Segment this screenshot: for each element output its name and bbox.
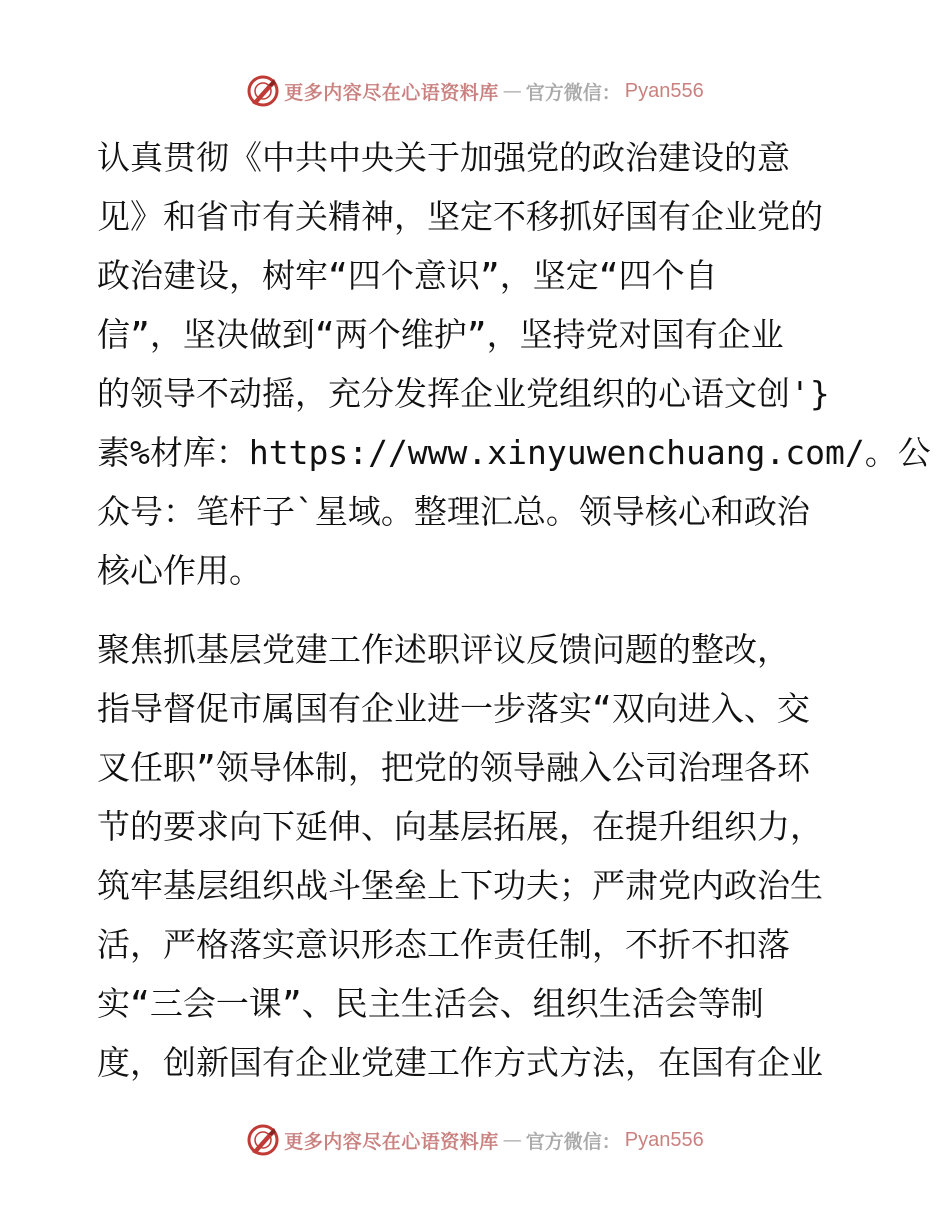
text-line: 节的要求向下延伸、向基层拓展，在提升组织力， — [97, 807, 823, 846]
pen-logo-icon — [246, 1123, 280, 1157]
text-line: 叉任职”领导体制，把党的领导融入公司治理各环 — [97, 748, 810, 787]
header-watermark-content — [246, 74, 704, 108]
text-line: 政治建设，树牢“四个意识”，坚定“四个自 — [97, 256, 718, 295]
banner-title: 更多内容尽在心语资料库 — [284, 1130, 499, 1153]
text-line: 认真贯彻《中共中央关于加强党的政治建设的意 — [97, 138, 790, 177]
text-line: 的领导不动摇，充分发挥企业党组织的心语文创'} — [97, 374, 830, 413]
banner-title: 更多内容尽在心语资料库 — [284, 81, 499, 104]
text-line: 筑牢基层组织战斗堡垒上下功夫；严肃党内政治生 — [97, 866, 823, 905]
banner-official-label: 官方微信： — [525, 81, 621, 104]
paragraph-spacer — [97, 600, 853, 620]
banner-official-label: 官方微信： — [525, 1130, 621, 1153]
footer-watermark-banner — [0, 1120, 950, 1160]
text-line: 见》和省市有关精神，坚定不移抓好国有企业党的 — [97, 197, 823, 236]
pen-logo-icon — [246, 74, 280, 108]
banner-separator: — — [502, 1129, 522, 1151]
text-line: 信”，坚决做到“两个维护”，坚持党对国有企业 — [97, 315, 784, 354]
text-line: 聚焦抓基层党建工作述职评议反馈问题的整改， — [97, 630, 790, 669]
text-line-url: 素%材库：https://www.xinyuwenchuang.com/。公 — [97, 433, 931, 472]
paragraph-2 — [97, 620, 853, 1092]
paragraph-1 — [97, 128, 931, 600]
banner-separator: — — [502, 80, 522, 102]
header-watermark-banner — [0, 71, 950, 111]
text-line: 活，严格落实意识形态工作责任制，不折不扣落 — [97, 925, 790, 964]
text-line: 度，创新国有企业党建工作方式方法，在国有企业 — [97, 1043, 823, 1082]
text-line: 核心作用。 — [97, 551, 262, 590]
text-line: 众号：笔杆子`星域。整理汇总。领导核心和政治 — [97, 492, 810, 531]
text-line: 指导督促市属国有企业进一步落实“双向进入、交 — [97, 689, 810, 728]
text-line: 实“三会一课”、民主生活会、组织生活会等制 — [97, 984, 764, 1023]
document-body — [97, 128, 931, 1092]
footer-watermark-content — [246, 1123, 704, 1157]
banner-wechat-id: Pyan556 — [624, 1128, 704, 1151]
banner-wechat-id: Pyan556 — [624, 79, 704, 102]
